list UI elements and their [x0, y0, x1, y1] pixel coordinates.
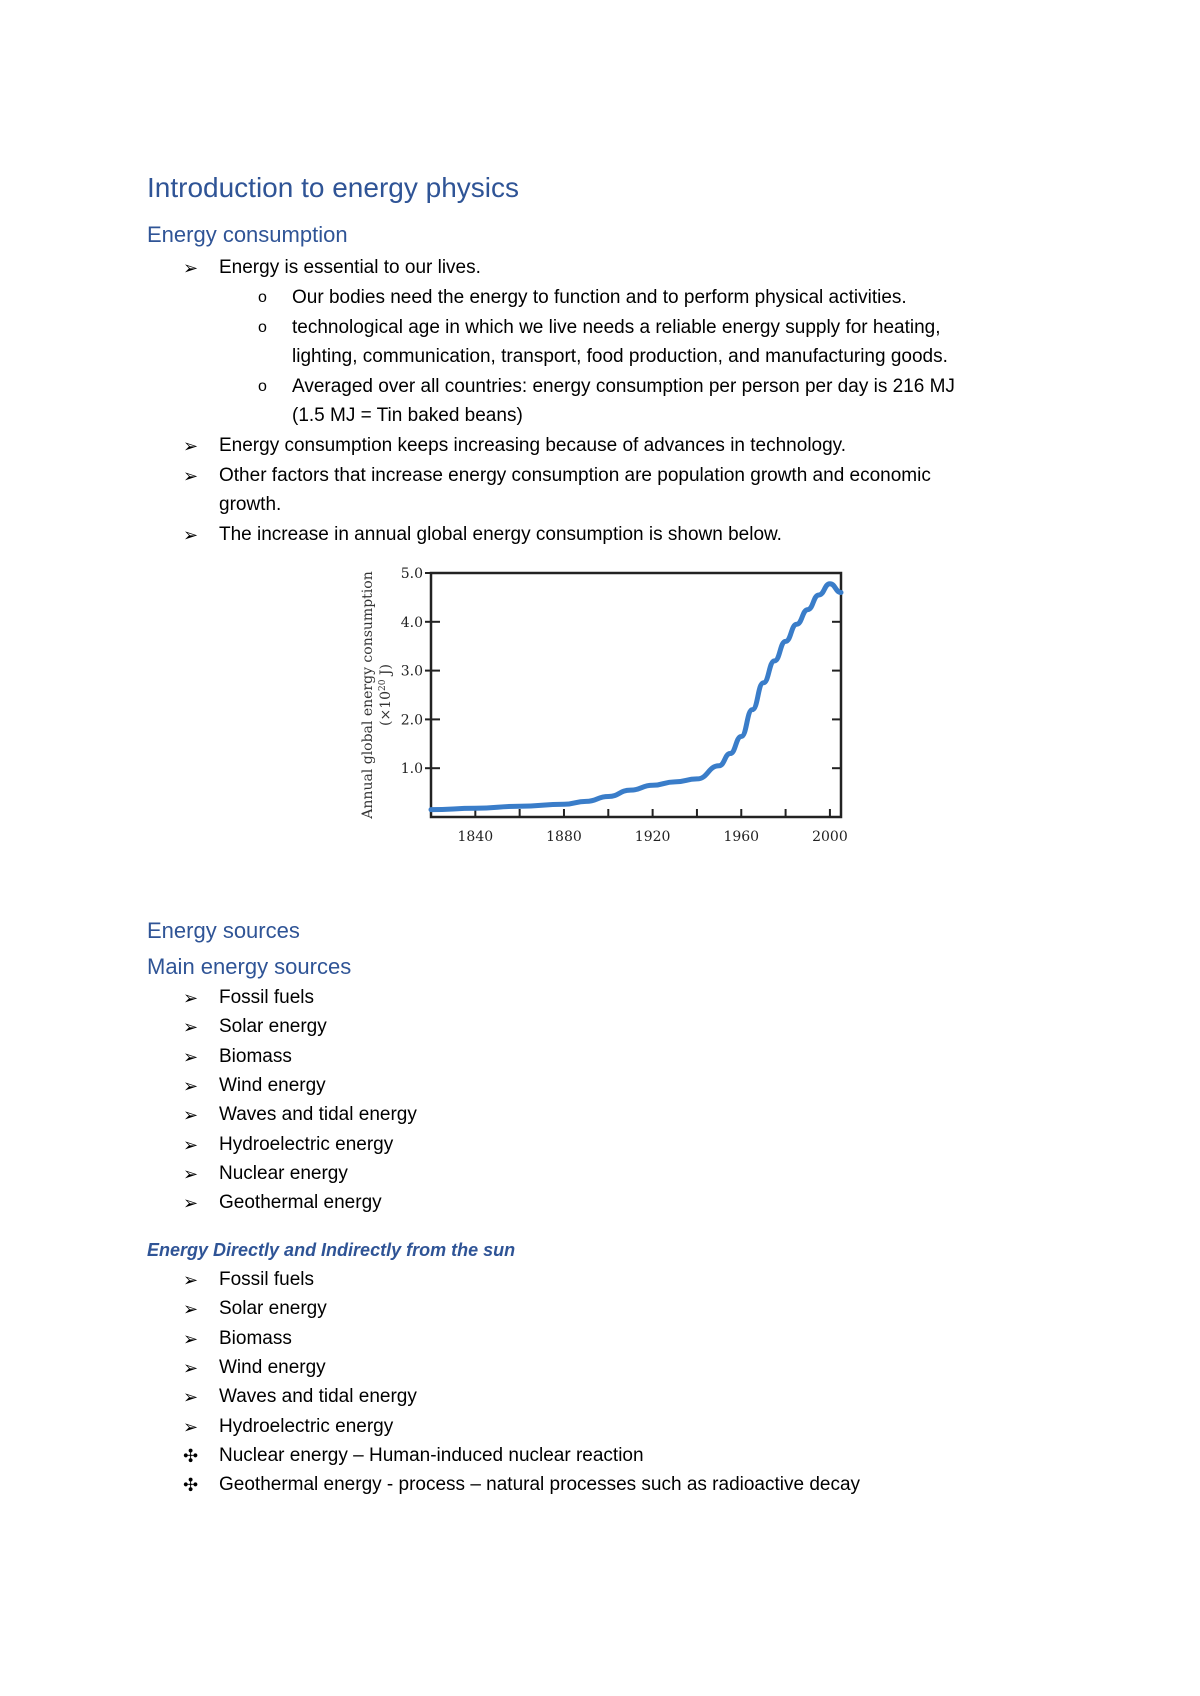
list-item: Wind energy [219, 1356, 326, 1378]
page-title: Introduction to energy physics [147, 172, 519, 203]
bullet-text: Other factors that increase energy consumption are population growth and economic [219, 465, 931, 486]
sub-bullet-text-continued: (1.5 MJ = Tin baked beans) [292, 405, 523, 426]
list-item: Fossil fuels [219, 987, 315, 1008]
subsection-heading-main-energy-sources: Main energy sources [147, 954, 352, 979]
arrow-bullet-icon: ➢ [183, 258, 199, 278]
list-item: Fossil fuels [219, 1269, 315, 1290]
chart-xtick-label: 1840 [457, 829, 494, 845]
section-heading-energy-sources: Energy sources [147, 918, 300, 943]
list-item: Wind energy [219, 1074, 326, 1096]
arrow-bullet-icon: ➢ [183, 1163, 199, 1184]
sub-bullet-text-continued: lighting, communication, transport, food production, and manufacturing goods. [292, 346, 948, 367]
chart-ylabel-line2: ($\times 10^{20}$ J) [378, 664, 394, 726]
chart-xtick-label: 1960 [723, 829, 760, 845]
arrow-bullet-icon: ➢ [183, 1357, 199, 1378]
list-item: Waves and tidal energy [219, 1386, 417, 1408]
subsection-heading-sun-energy: Energy Directly and Indirectly from the sun [147, 1240, 516, 1260]
chart-ylabel-line1: Annual global energy consumption [360, 571, 376, 819]
arrow-bullet-icon: ➢ [183, 1075, 199, 1096]
list-item: Geothermal energy - process – natural processes such as radioactive decay [219, 1474, 861, 1496]
arrow-bullet-icon: ➢ [183, 466, 199, 486]
chart-ytick-label: 1.0 [400, 761, 423, 778]
list-item: Biomass [219, 1327, 292, 1349]
arrow-bullet-icon: ➢ [183, 525, 199, 545]
arrow-bullet-icon: ➢ [183, 1416, 199, 1437]
diamond-bullet-icon: ✣ [183, 1475, 199, 1496]
list-item: Nuclear energy – Human-induced nuclear reaction [219, 1445, 644, 1466]
chart-xtick-label: 1880 [546, 829, 582, 845]
bullet-text: Energy consumption keeps increasing because of advances in technology. [219, 435, 847, 456]
arrow-bullet-icon: ➢ [183, 1299, 199, 1320]
chart-ytick-label: 5.0 [400, 566, 423, 582]
circle-bullet-icon: o [258, 378, 267, 395]
section-heading-energy-consumption: Energy consumption [147, 222, 348, 247]
chart-ytick-label: 3.0 [400, 663, 423, 680]
arrow-bullet-icon: ➢ [183, 1387, 199, 1408]
energy-consumption-chart [355, 565, 865, 850]
list-item: Waves and tidal energy [219, 1104, 417, 1126]
list-item: Geothermal energy [219, 1192, 382, 1214]
arrow-bullet-icon: ➢ [183, 1134, 199, 1155]
chart-ytick-label: 2.0 [400, 712, 423, 729]
arrow-bullet-icon: ➢ [183, 1017, 199, 1038]
arrow-bullet-icon: ➢ [183, 1105, 199, 1126]
list-item: Hydroelectric energy [219, 1133, 394, 1155]
list-item: Hydroelectric energy [219, 1415, 394, 1437]
chart-series-line [431, 584, 841, 810]
circle-bullet-icon: o [258, 319, 267, 336]
circle-bullet-icon: o [258, 289, 267, 306]
bullet-text: Energy is essential to our lives. [219, 257, 481, 278]
list-item: Nuclear energy [219, 1162, 348, 1184]
chart-xtick-label: 2000 [812, 829, 848, 845]
list-item: Biomass [219, 1045, 292, 1067]
chart-frame [431, 573, 841, 817]
list-item: Solar energy [219, 1298, 327, 1320]
arrow-bullet-icon: ➢ [183, 1046, 199, 1067]
arrow-bullet-icon: ➢ [183, 1193, 199, 1214]
list-item: Solar energy [219, 1016, 327, 1038]
sub-bullet-text: technological age in which we live needs a reliable energy supply for heating, [292, 317, 941, 338]
arrow-bullet-icon: ➢ [183, 1328, 199, 1349]
diamond-bullet-icon: ✣ [183, 1446, 199, 1466]
arrow-bullet-icon: ➢ [183, 1270, 199, 1290]
arrow-bullet-icon: ➢ [183, 988, 199, 1008]
sub-bullet-text: Averaged over all countries: energy consumption per person per day is 216 MJ [292, 376, 955, 397]
chart-ytick-label: 4.0 [400, 614, 423, 631]
arrow-bullet-icon: ➢ [183, 436, 199, 456]
bullet-text: The increase in annual global energy consumption is shown below. [219, 524, 782, 545]
chart-xtick-label: 1920 [634, 829, 671, 845]
bullet-text-continued: growth. [219, 494, 282, 515]
sub-bullet-text: Our bodies need the energy to function and to perform physical activities. [292, 287, 907, 308]
